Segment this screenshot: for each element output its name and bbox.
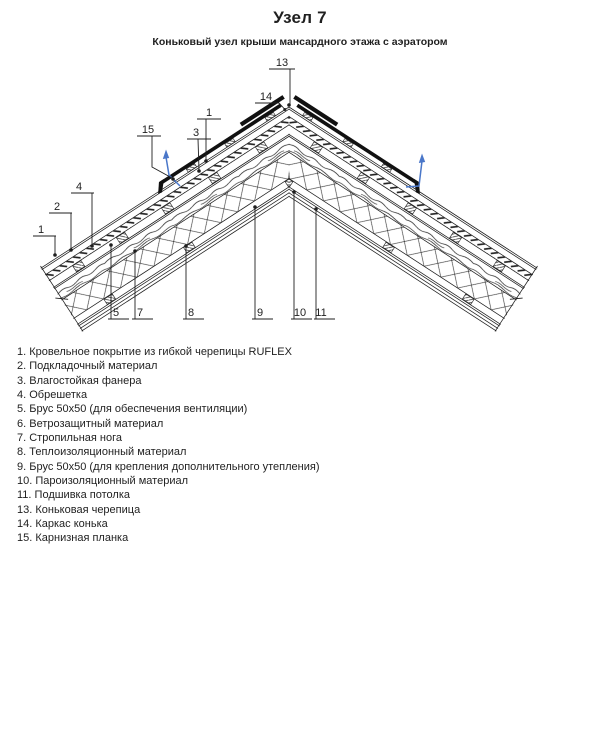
svg-text:3: 3 [192, 127, 200, 139]
legend-item: 8. Теплоизоляционный материал [17, 446, 187, 459]
roof-slope-left [30, 95, 331, 334]
page-subtitle: Коньковый узел крыши мансардного этажа с аэратором [152, 36, 448, 48]
svg-text:1: 1 [37, 224, 45, 236]
callout-9 [252, 205, 273, 319]
svg-text:10: 10 [293, 307, 307, 319]
legend-item: 4. Обрешетка [17, 389, 88, 402]
svg-text:8: 8 [187, 307, 195, 319]
svg-text:11: 11 [315, 307, 327, 319]
page-title: Узел 7 [273, 8, 327, 27]
ridge-detail-drawing [0, 0, 600, 345]
legend-item: 10. Пароизоляционный материал [17, 475, 189, 488]
arrowhead-up-icon [163, 150, 169, 160]
callout-8 [183, 244, 204, 319]
legend-item: 13. Коньковая черепица [17, 503, 141, 516]
svg-text:14: 14 [259, 91, 273, 103]
legend-item: 5. Брус 50x50 (для обеспечения вентиляции) [17, 403, 248, 416]
legend-item: 9. Брус 50x50 (для крепления дополнительного утепления) [17, 460, 320, 473]
legend-item: 15. Карнизная планка [17, 532, 129, 545]
ridge-cap [293, 95, 338, 126]
drip-edge [153, 179, 170, 195]
arrowhead-up-icon [419, 154, 425, 164]
roof-slope-right [247, 95, 548, 334]
svg-text:1: 1 [205, 107, 213, 119]
svg-text:4: 4 [75, 181, 83, 193]
callout-1-top [197, 107, 221, 163]
legend-item: 3. Влагостойкая фанера [17, 374, 142, 387]
callout-14 [255, 91, 286, 111]
svg-text:9: 9 [256, 307, 264, 319]
legend-item: 14. Каркас конька [17, 518, 108, 531]
callout-1-left [33, 224, 57, 257]
svg-text:5: 5 [112, 307, 120, 319]
legend-item: 6. Ветрозащитный материал [17, 417, 164, 430]
legend-list [17, 345, 320, 546]
svg-text:15: 15 [141, 124, 155, 136]
svg-text:7: 7 [136, 307, 144, 319]
legend-item: 2. Подкладочный материал [17, 360, 158, 373]
svg-text:13: 13 [275, 57, 289, 69]
legend-item: 11. Подшивка потолка [17, 489, 130, 502]
legend-item: 1. Кровельное покрытие из гибкой черепицы RUFLEX [17, 346, 292, 358]
legend-item: 7. Стропильная нога [17, 432, 122, 445]
callout-2 [49, 201, 73, 252]
svg-text:2: 2 [53, 201, 61, 213]
